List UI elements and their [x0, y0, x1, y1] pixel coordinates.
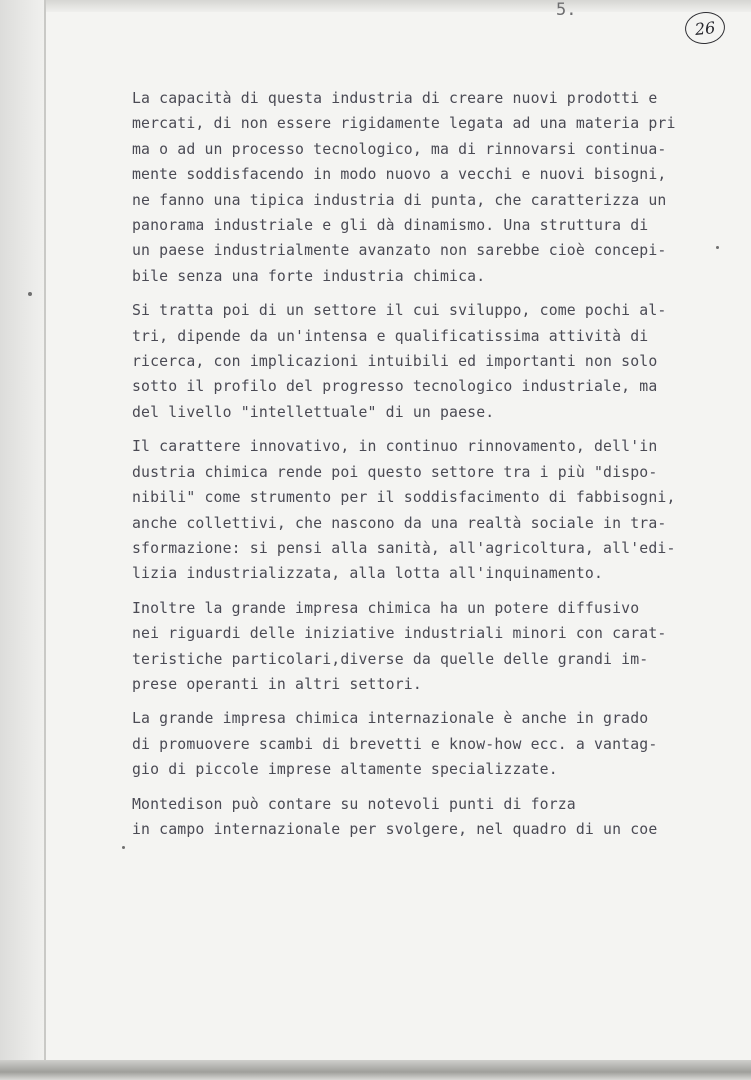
- text-line: nibili" come strumento per il soddisfacimento di fabbisogni,: [132, 489, 676, 507]
- text-line: La grande impresa chimica internazionale è anche in grado: [132, 710, 649, 728]
- text-line: tri, dipende da un'intensa e qualificatissima attività di: [132, 327, 649, 345]
- paragraph: [132, 86, 692, 289]
- text-line: nei riguardi delle iniziative industriali minori con carat-: [132, 625, 667, 643]
- paragraph: [132, 298, 692, 425]
- paragraph: [132, 792, 692, 843]
- margin-speck: [122, 846, 125, 849]
- text-line: ricerca, con implicazioni intuibili ed importanti non solo: [132, 353, 658, 371]
- body-text: [132, 86, 692, 842]
- text-line: anche collettivi, che nascono da una realtà sociale in tra-: [132, 514, 667, 532]
- text-line: panorama industriale e gli dà dinamismo. Una struttura di: [132, 217, 649, 235]
- text-line: La capacità di questa industria di creare nuovi prodotti e: [132, 90, 658, 107]
- page-bottom-edge: [0, 1060, 751, 1080]
- page-stamp: [683, 10, 726, 46]
- text-line: ma o ad un processo tecnologico, ma di rinnovarsi continua-: [132, 140, 667, 158]
- text-line: Si tratta poi di un settore il cui sviluppo, come pochi al-: [132, 302, 667, 320]
- paragraph: [132, 596, 692, 698]
- text-line: sotto il profilo del progresso tecnologico industriale, ma: [132, 378, 658, 396]
- text-line: in campo internazionale per svolgere, nel quadro di un coe: [132, 820, 658, 838]
- paragraph: [132, 706, 692, 782]
- text-line: del livello "intellettuale" di un paese.: [132, 403, 495, 421]
- page-number: 5.: [556, 0, 577, 20]
- text-line: teristiche particolari,diverse da quelle delle grandi im-: [132, 650, 649, 668]
- text-line: mente soddisfacendo in modo nuovo a vecchi e nuovi bisogni,: [132, 166, 667, 184]
- text-line: Il carattere innovativo, in continuo rinnovamento, dell'in: [132, 438, 658, 456]
- margin-speck: [28, 292, 32, 296]
- text-line: prese operanti in altri settori.: [132, 675, 422, 693]
- text-line: di promuovere scambi di brevetti e know-how ecc. a vantag-: [132, 735, 658, 753]
- text-line: dustria chimica rende poi questo settore tra i più "dispo-: [132, 463, 658, 481]
- text-line: ne fanno una tipica industria di punta, che caratterizza un: [132, 191, 667, 209]
- text-line: bile senza una forte industria chimica.: [132, 267, 486, 285]
- text-line: un paese industrialmente avanzato non sarebbe cioè concepi-: [132, 242, 667, 260]
- margin-speck: [716, 246, 719, 249]
- text-line: Inoltre la grande impresa chimica ha un potere diffusivo: [132, 599, 640, 617]
- text-line: lizia industrializzata, alla lotta all'inquinamento.: [132, 565, 604, 583]
- text-line: Montedison può contare su notevoli punti di forza: [132, 795, 576, 813]
- text-line: mercati, di non essere rigidamente legata ad una materia pri: [132, 115, 676, 133]
- page-left-margin-shadow: [0, 0, 46, 1080]
- page-fold-crease: [44, 0, 46, 1080]
- text-line: gio di piccole imprese altamente specializzate.: [132, 761, 558, 779]
- text-line: sformazione: si pensi alla sanità, all'agricoltura, all'edi-: [132, 539, 676, 557]
- stamp-number: 26: [693, 17, 717, 39]
- paragraph: [132, 434, 692, 586]
- page-top-edge: [46, 0, 751, 12]
